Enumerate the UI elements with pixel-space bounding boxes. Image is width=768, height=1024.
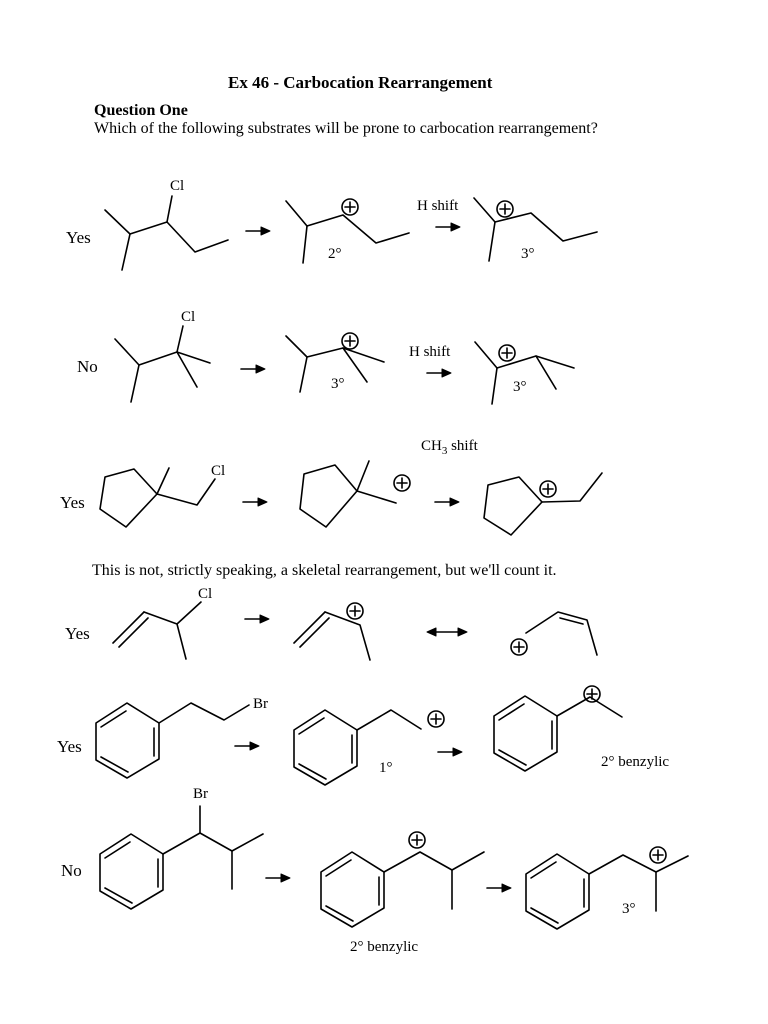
bromine-label-row6: Br — [193, 786, 208, 802]
carbocation-icon — [584, 686, 600, 702]
row6-substrate — [100, 806, 263, 909]
note-text: This is not, strictly speaking, a skeletal rearrangement, but we'll count it. — [92, 562, 557, 579]
row3-primary-cation — [300, 461, 396, 527]
row4-allylic-cation-1 — [294, 612, 370, 660]
row1-secondary-cation — [286, 201, 409, 263]
carbocation-icon — [497, 201, 513, 217]
carbocation-icon — [511, 639, 527, 655]
row3-substrate — [100, 468, 215, 527]
row1-tertiary-cation — [474, 198, 597, 261]
row1-arrow-2 — [436, 223, 460, 231]
row5-substrate — [96, 703, 249, 778]
chlorine-label-row3: Cl — [211, 463, 226, 479]
answer-label-row3: Yes — [60, 493, 85, 512]
row3-arrow-2 — [435, 498, 459, 506]
row3-arrow-1 — [243, 498, 267, 506]
row1-substrate — [105, 196, 228, 270]
row2-arrow-2 — [427, 369, 451, 377]
question-heading: Question One — [94, 102, 188, 119]
row6-tertiary-cation — [526, 854, 688, 929]
row5-arrow-2 — [438, 748, 462, 756]
chlorine-label-row2: Cl — [181, 309, 196, 325]
row1-arrow-1 — [246, 227, 270, 235]
degree-label-row1-first: 2° — [328, 246, 342, 262]
degree-label-row1-second: 3° — [521, 246, 535, 262]
carbocation-icon — [347, 603, 363, 619]
carbocation-icon — [409, 832, 425, 848]
carbocation-icon — [342, 199, 358, 215]
answer-label-row5: Yes — [57, 737, 82, 756]
row2-tertiary-cation-2 — [475, 342, 574, 404]
degree-label-row2-second: 3° — [513, 379, 527, 395]
degree-label-row6-second: 3° — [622, 901, 636, 917]
row2-substrate — [115, 326, 210, 402]
row2-tertiary-cation-1 — [286, 336, 384, 392]
degree-label-row2-first: 3° — [331, 376, 345, 392]
row5-benzylic-cation — [494, 696, 622, 771]
carbocation-icon — [342, 333, 358, 349]
row6-arrow-1 — [266, 874, 290, 882]
chlorine-label-row1: Cl — [170, 178, 185, 194]
carbocation-icon — [499, 345, 515, 361]
degree-label-row5-first: 1° — [379, 760, 393, 776]
row4-arrow — [245, 615, 269, 623]
degree-label-row5-second: 2° benzylic — [601, 754, 670, 770]
answer-label-row4: Yes — [65, 624, 90, 643]
carbocation-icon — [394, 475, 410, 491]
row5-primary-cation — [294, 710, 421, 785]
chlorine-label-row4: Cl — [198, 586, 213, 602]
shift-label-row1: H shift — [417, 198, 459, 214]
question-text: Which of the following substrates will be prone to carbocation rearrangement? — [94, 120, 598, 137]
carbocation-icon — [650, 847, 666, 863]
row5-arrow-1 — [235, 742, 259, 750]
carbocation-icon — [428, 711, 444, 727]
answer-label-row6: No — [61, 861, 82, 880]
shift-label-row3: $CH_3$ shift — [421, 438, 478, 457]
row6-benzylic-cation — [321, 852, 484, 927]
row4-substrate — [113, 602, 201, 659]
page-title: Ex 46 - Carbocation Rearrangement — [228, 73, 493, 92]
degree-label-row6-first: 2° benzylic — [350, 939, 419, 955]
bromine-label-row5: Br — [253, 696, 268, 712]
carbocation-icon — [540, 481, 556, 497]
row4-allylic-cation-2 — [526, 612, 597, 655]
shift-label-row2: H shift — [409, 344, 451, 360]
row6-arrow-2 — [487, 884, 511, 892]
resonance-arrow — [427, 628, 467, 636]
answer-label-row2: No — [77, 357, 98, 376]
answer-label-row1: Yes — [66, 228, 91, 247]
row2-arrow-1 — [241, 365, 265, 373]
